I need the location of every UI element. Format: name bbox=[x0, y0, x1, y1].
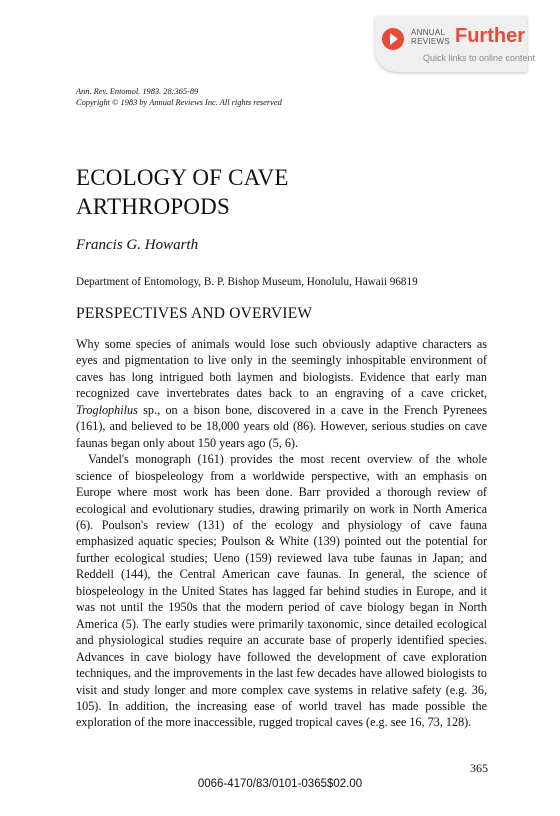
journal-citation bbox=[76, 86, 476, 108]
badge-annual-label: ANNUAL bbox=[411, 28, 446, 37]
section-heading: PERSPECTIVES AND OVERVIEW bbox=[76, 305, 313, 322]
further-badge[interactable] bbox=[375, 16, 536, 72]
article-title bbox=[76, 163, 496, 221]
genus-name: Troglophilus bbox=[76, 402, 138, 417]
citation-line-2: Copyright © 1983 by Annual Reviews Inc. All rights reserved bbox=[76, 98, 282, 107]
page-number: 365 bbox=[470, 761, 488, 775]
citation-line-1: Ann. Rev. Entomol. 1983. 28:365-89 bbox=[76, 87, 199, 96]
arrow-icon bbox=[382, 28, 404, 50]
paragraph-2: Vandel's monograph (161) provides the most recent overview of the whole science of biospeleology from a worldwide perspective, with an emphasis on Europe where most work has been done. Barr provided a thorough review of ecological and evolutionary studies, drawing primarily on work in North America (6). Poulson's review (131) of the ecology and physiology of cave fauna emphasized aquatic species; Poulson & White (139) pointed out the potential for further ecological studies; Ueno (159) reviewed lava tube faunas in Japan; and Reddell (144), the Central American cave faunas. In general, the science of biospeleology in the United States has lagged far behind studies in Europe, and it was not until the 1950s that the modern period of cave biology began in North America (5). The early studies were primarily taxonomic, since detailed ecological and physiological studies require an accurate base of properly identified species. Advances in cave biology have followed the development of cave exploration techniques, and the improvements in the last few decades have allowed biologists to visit and study longer and more complex cave systems in relative safety (e.g. 36, 105). In addition, the increasing ease of world travel has made possible the exploration of the more inaccessible, rugged tropical caves (e.g. see 16, 73, 128). bbox=[76, 452, 487, 730]
paragraph-1-part-a: Why some species of animals would lose such obviously adaptive characters as eyes and pigmentation to live only in the seemingly inhospitable environment of caves has long intrigued both laymen and biologists. Evidence that early man recognized cave invertebrates dates back to an engraving of a cave cricket, bbox=[76, 337, 487, 401]
author-affiliation: Department of Entomology, B. P. Bishop Museum, Honolulu, Hawaii 96819 bbox=[76, 276, 418, 288]
author-name: Francis G. Howarth bbox=[76, 237, 199, 253]
badge-further-label: Further bbox=[455, 25, 525, 47]
title-line-1: ECOLOGY OF CAVE bbox=[76, 165, 289, 190]
badge-reviews-label: REVIEWS bbox=[411, 37, 450, 46]
footer-price-code: 0066-4170/83/0101-0365$02.00 bbox=[197, 778, 363, 790]
badge-subtitle: Quick links to online content bbox=[423, 53, 536, 63]
article-body bbox=[76, 336, 487, 731]
title-line-2: ARTHROPODS bbox=[76, 194, 230, 219]
paragraph-1 bbox=[76, 336, 487, 451]
paragraph-1-part-b: sp., on a bison bone, discovered in a cave in the French Pyrenees (161), and believed to be 18,000 years old (86). However, serious studies on cave faunas began only about 150 years ago (5, 6). bbox=[76, 402, 487, 450]
